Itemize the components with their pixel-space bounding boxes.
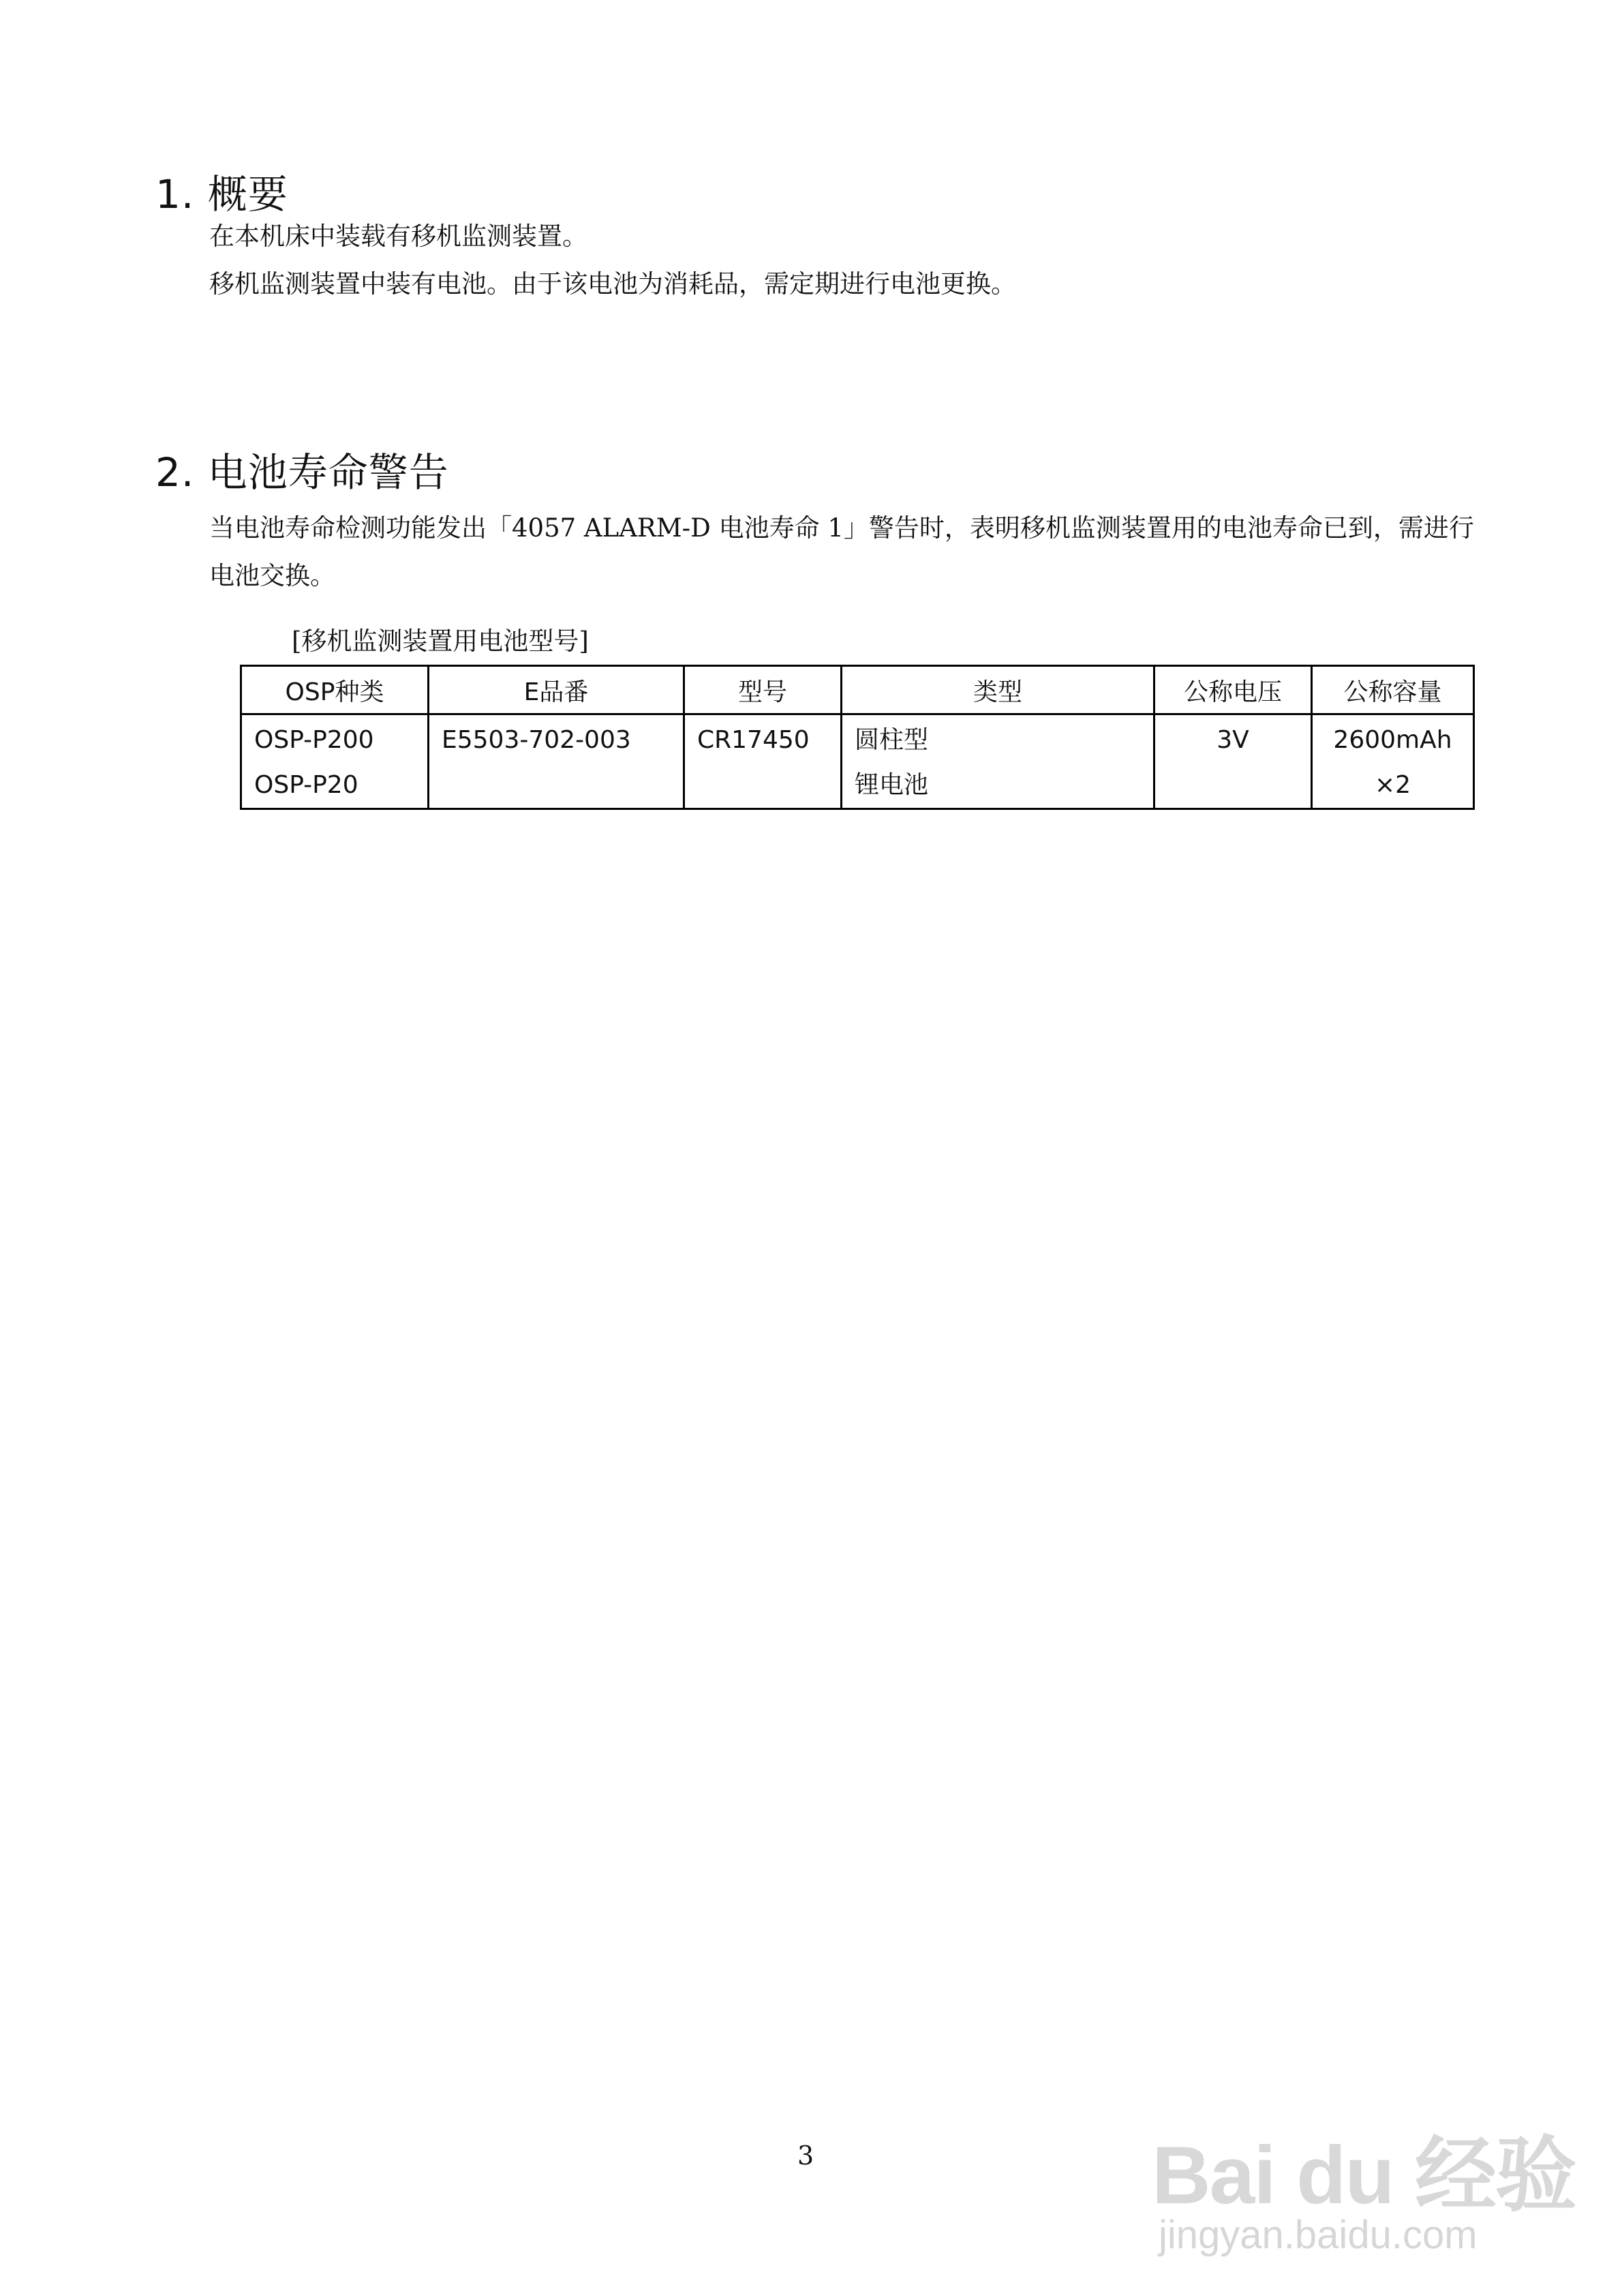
section-2-body xyxy=(209,504,1474,600)
page-number: 3 xyxy=(797,2141,814,2171)
section-2-heading: 2. 电池寿命警告 xyxy=(155,449,449,496)
table-row xyxy=(241,714,1474,809)
cell-osp xyxy=(241,714,429,809)
cell-e-part: E5503-702-003 xyxy=(429,714,684,809)
header-voltage: 公称电压 xyxy=(1154,666,1312,714)
cell-type xyxy=(842,714,1154,809)
table-caption: [移机监测装置用电池型号] xyxy=(292,626,589,656)
type-value-2: 锂电池 xyxy=(855,771,929,799)
header-model: 型号 xyxy=(684,666,842,714)
section-1-line-1: 在本机床中装载有移机监测装置。 xyxy=(209,222,587,251)
capacity-value-2: ×2 xyxy=(1374,771,1411,799)
section-2-line-2: 电池交换。 xyxy=(209,561,335,590)
capacity-value-1: 2600mAh xyxy=(1333,726,1452,754)
table-header-row xyxy=(241,666,1474,714)
section-1-heading: 1. 概要 xyxy=(155,171,288,217)
section-1-body xyxy=(209,213,1016,308)
header-e-part: E品番 xyxy=(429,666,684,714)
cell-model: CR17450 xyxy=(684,714,842,809)
section-2-line-1: 当电池寿命检测功能发出「4057 ALARM-D 电池寿命 1」警告时，表明移机监测装置用的电池寿命已到，需进行 xyxy=(209,513,1474,543)
header-type: 类型 xyxy=(842,666,1154,714)
section-1-line-2: 移机监测装置中装有电池。由于该电池为消耗品，需定期进行电池更换。 xyxy=(209,269,1016,299)
header-capacity: 公称容量 xyxy=(1312,666,1474,714)
watermark-logo: Bai du 经验 xyxy=(1152,2130,1576,2221)
osp-value-1: OSP-P200 xyxy=(254,726,374,754)
cell-capacity xyxy=(1312,714,1474,809)
watermark-url: jingyan.baidu.com xyxy=(1159,2213,1478,2257)
type-value-1: 圆柱型 xyxy=(855,726,929,754)
header-osp: OSP种类 xyxy=(241,666,429,714)
cell-voltage: 3V xyxy=(1154,714,1312,809)
osp-value-2: OSP-P20 xyxy=(254,771,358,799)
battery-spec-table xyxy=(240,665,1475,810)
